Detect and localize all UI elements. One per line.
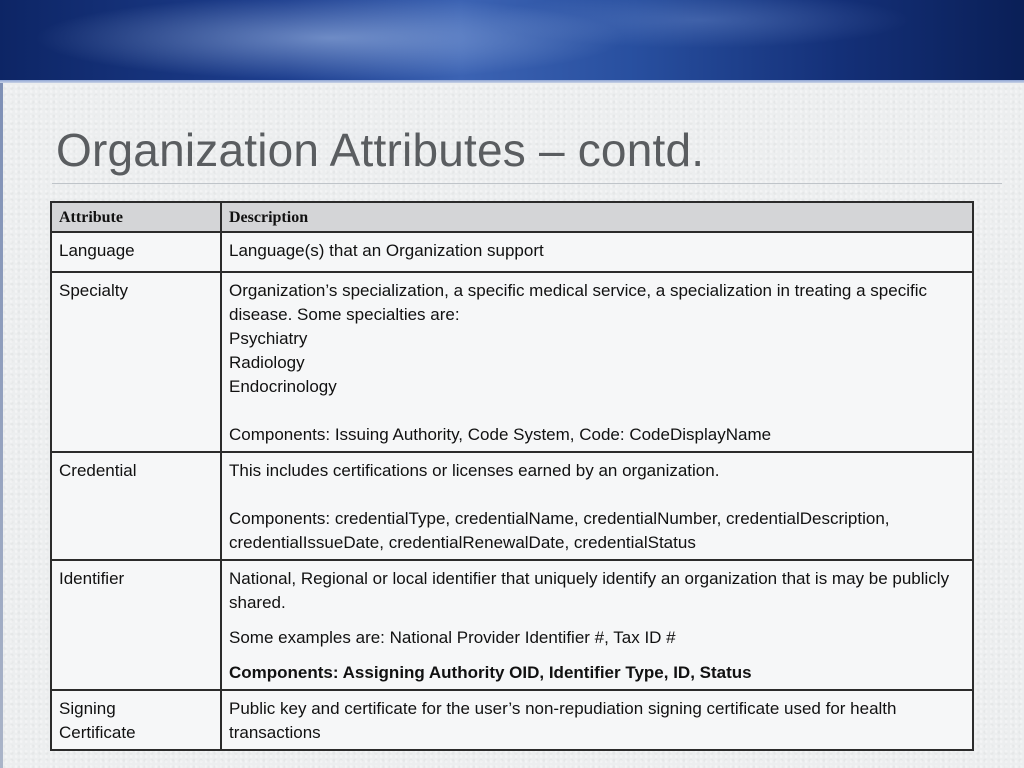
description-text: National, Regional or local identifier that uniquely identify an organization that is may be publicly shared. (229, 569, 950, 612)
slide-title: Organization Attributes – contd. (56, 124, 705, 176)
attribute-cell: Credential (51, 452, 221, 560)
specialty-example: Endocrinology (229, 377, 337, 396)
table-row (51, 690, 973, 750)
description-cell (221, 232, 973, 272)
table-row (51, 452, 973, 560)
description-cell (221, 690, 973, 750)
attribute-cell: Language (51, 232, 221, 272)
specialty-example: Radiology (229, 353, 305, 372)
column-header-description: Description (221, 202, 973, 232)
header-banner (0, 0, 1024, 80)
description-text: This includes certifications or licenses earned by an organization. (229, 461, 720, 480)
attribute-cell: Identifier (51, 560, 221, 690)
banner-divider (0, 80, 1024, 83)
table-row (51, 272, 973, 452)
column-header-attribute: Attribute (51, 202, 221, 232)
table-header-row (51, 202, 973, 232)
components-text: Components: credentialType, credentialName, credentialNumber, credentialDescription, credentialIssueDate, credentialRenewalDate, credentialStatus (229, 509, 890, 552)
description-cell (221, 272, 973, 452)
attribute-cell: Signing Certificate (51, 690, 221, 750)
title-divider (52, 183, 1002, 184)
attributes-table (50, 201, 974, 751)
specialty-example: Psychiatry (229, 329, 308, 348)
description-cell (221, 560, 973, 690)
description-cell (221, 452, 973, 560)
components-text: Components: Issuing Authority, Code System, Code: CodeDisplayName (229, 425, 772, 444)
components-text: Components: Assigning Authority OID, Identifier Type, ID, Status (229, 663, 752, 682)
description-text: Public key and certificate for the user’s non-repudiation signing certificate used for health transactions (229, 699, 897, 742)
examples-text: Some examples are: National Provider Identifier #, Tax ID # (229, 628, 676, 647)
description-text: Organization’s specialization, a specific medical service, a specialization in treating a specific disease. Some specialties are: (229, 281, 927, 324)
attribute-cell: Specialty (51, 272, 221, 452)
table-row (51, 560, 973, 690)
description-text: Language(s) that an Organization support (229, 241, 544, 260)
left-edge-rule (0, 83, 3, 768)
table-row (51, 232, 973, 272)
blank-line (229, 399, 965, 423)
blank-line (229, 483, 965, 507)
